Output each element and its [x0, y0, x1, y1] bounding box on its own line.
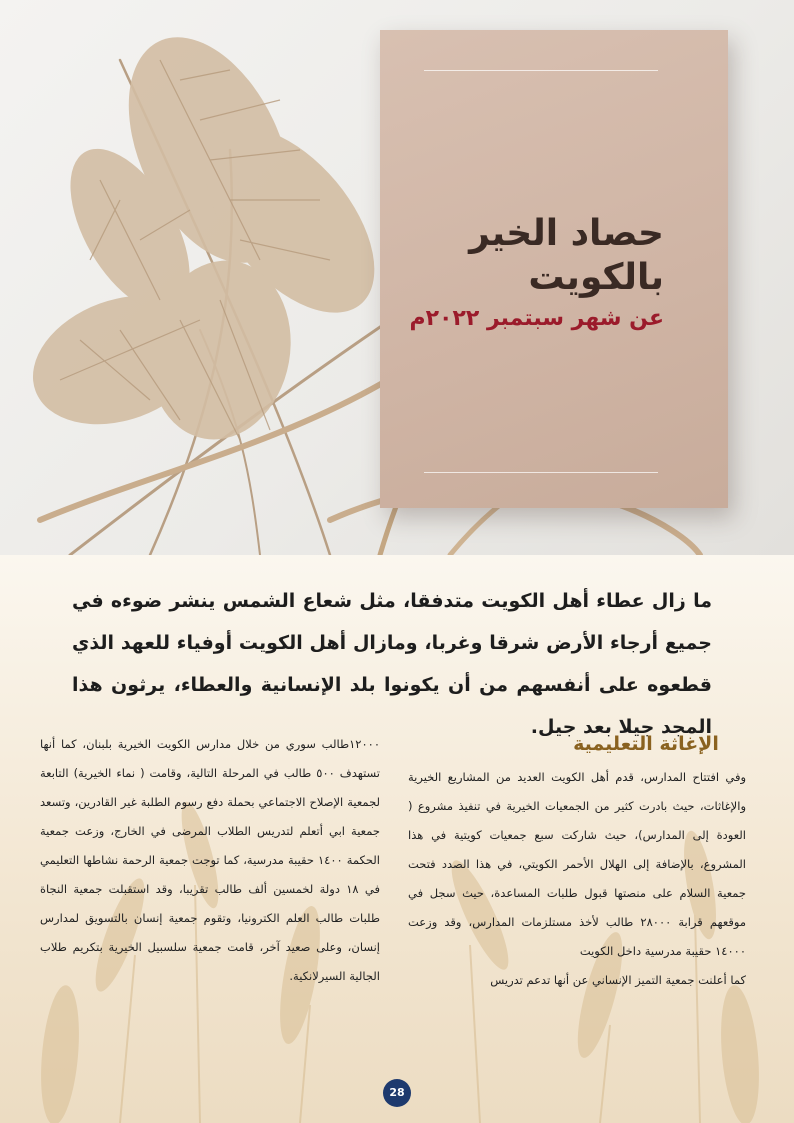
- page-subtitle: عن شهر سبتمبر ٢٠٢٢م: [409, 306, 664, 331]
- card-divider-top: [424, 70, 658, 71]
- title-card: [380, 30, 728, 508]
- intro-paragraph: ما زال عطاء أهل الكويت متدفقا، مثل شعاع الشمس ينشر ضوءه في جميع أرجاء الأرض شرقا وغربا، ومازال أهل الكويت أوفياء للعهد الذي قطعوه على أنفسهم من أن يكونوا بلد الإنسانية والعطاء، يرثون هذا المجد جيلا بعد جيل.: [72, 590, 712, 738]
- card-divider-bottom: [424, 472, 658, 473]
- right-column-paragraph-1: وفي افتتاح المدارس، قدم أهل الكويت العديد من المشاريع الخيرية والإغاثات، حيث بادرت كثير من الجمعيات الخيرية في تنفيذ مشروع ( العودة إلى المدارس)، حيث شاركت سبع جمعيات كويتية في هذا المشروع، بالإضافة إلى الهلال الأحمر الكويتي، في هذا الصدد فتحت جمعية السلام على منصتها قبول طلبات المساعدة، حيث سجل في موقعهم قرابة ٢٨٠٠٠ طالب لأخذ مستلزمات المدارس، وقد وزعت ١٤٠٠٠ حقيبة مدرسية داخل الكويت: [408, 770, 746, 958]
- hero-section: [0, 0, 794, 555]
- right-column-paragraph-2: كما أعلنت جمعية التميز الإنساني عن أنها تدعم تدريس: [490, 973, 746, 987]
- section-heading: الإغاثة التعليمية: [573, 733, 719, 755]
- article-section: [0, 555, 794, 1123]
- right-column: [408, 730, 746, 995]
- page-number-badge: 28: [383, 1079, 411, 1107]
- left-column: [40, 730, 380, 991]
- page-title: حصاد الخير بالكويت: [469, 213, 664, 298]
- left-column-paragraph: ١٢٠٠٠طالب سوري من خلال مدارس الكويت الخيرية بلبنان، كما أنها تستهدف ٥٠٠ طالب في المرحلة التالية، وقامت ( نماء الخيرية) التابعة لجمعية الإصلاح الاجتماعي بحملة دفع رسوم الطلبة غير القادرين، وتسعد جمعية ابي أتعلم لتدريس الطلاب المرضى في الخارج، وزعت جمعية الحكمة ١٤٠٠ حقيبة مدرسية، كما توجت جمعية الرحمة نشاطها التعليمي في ١٨ دولة لخمسين ألف طالب تقريبا، وقد استقبلت جمعية النجاة طلبات طالب العلم الكترونيا، وتقوم جمعية إنسان بالتسويق لمدارس إنسان، وعلى صعيد آخر، قامت جمعية سلسبيل الخيرية بتكريم طلاب الجالية السيرلانكية.: [40, 737, 380, 983]
